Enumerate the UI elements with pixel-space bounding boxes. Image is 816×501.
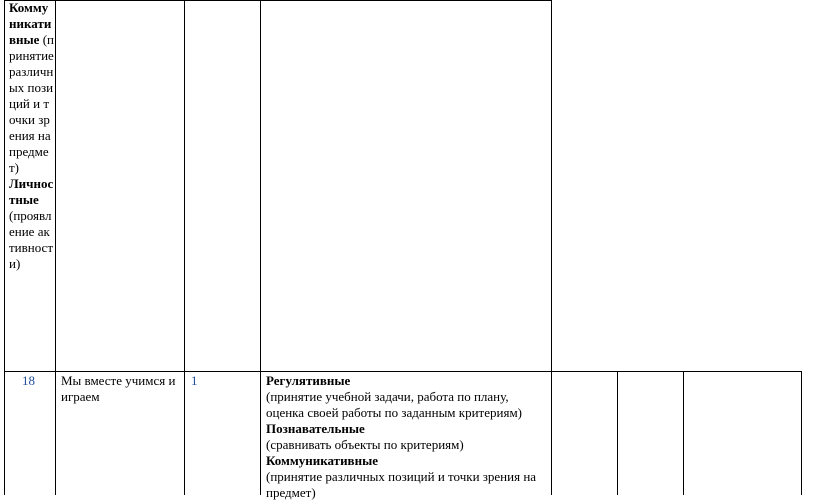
upper-competency-cell: [9, 0, 55, 272]
upper-right-border: [551, 0, 552, 372]
personal-heading: Личностные: [9, 176, 54, 207]
lesson-number: 18: [22, 373, 35, 388]
lesson-hours: 1: [191, 373, 198, 388]
lower-left-border: [4, 371, 5, 495]
lower-col6-divider: [683, 371, 684, 495]
personal-description: (проявление активности): [9, 208, 54, 271]
communicative-description-line2: предмет): [266, 485, 316, 500]
lower-right-border: [801, 371, 802, 495]
regulatory-heading: Регулятивные: [266, 373, 351, 388]
regulatory-description-line1: (принятие учебной задачи, работа по плану,: [266, 389, 509, 404]
lower-col1-divider: [55, 371, 56, 495]
communicative-heading: Коммуникативные: [9, 0, 52, 47]
upper-col2-divider: [184, 0, 185, 372]
communicative-heading-lower: Коммуникативные: [266, 453, 378, 468]
communicative-description: (принятие различных позиций и точки зрения на предмет): [9, 32, 54, 175]
regulatory-description-line2: оценка своей работы по заданным критериям): [266, 405, 522, 420]
cognitive-description: (сравнивать объекты по критериям): [266, 437, 464, 452]
lower-col2-divider: [184, 371, 185, 495]
upper-col1-divider: [55, 0, 56, 372]
top-border: [4, 0, 552, 1]
upper-left-border: [4, 0, 5, 372]
lower-col4-divider: [551, 371, 552, 495]
lower-col3-divider: [260, 371, 261, 495]
cognitive-heading: Познавательные: [266, 421, 365, 436]
communicative-description-line1: (принятие различных позиций и точки зрения на: [266, 469, 537, 484]
upper-col3-divider: [260, 0, 261, 372]
lesson-topic: Мы вместе учимся и играем: [61, 373, 176, 404]
learning-outcomes-cell: [266, 373, 549, 501]
lower-col5-divider: [617, 371, 618, 495]
